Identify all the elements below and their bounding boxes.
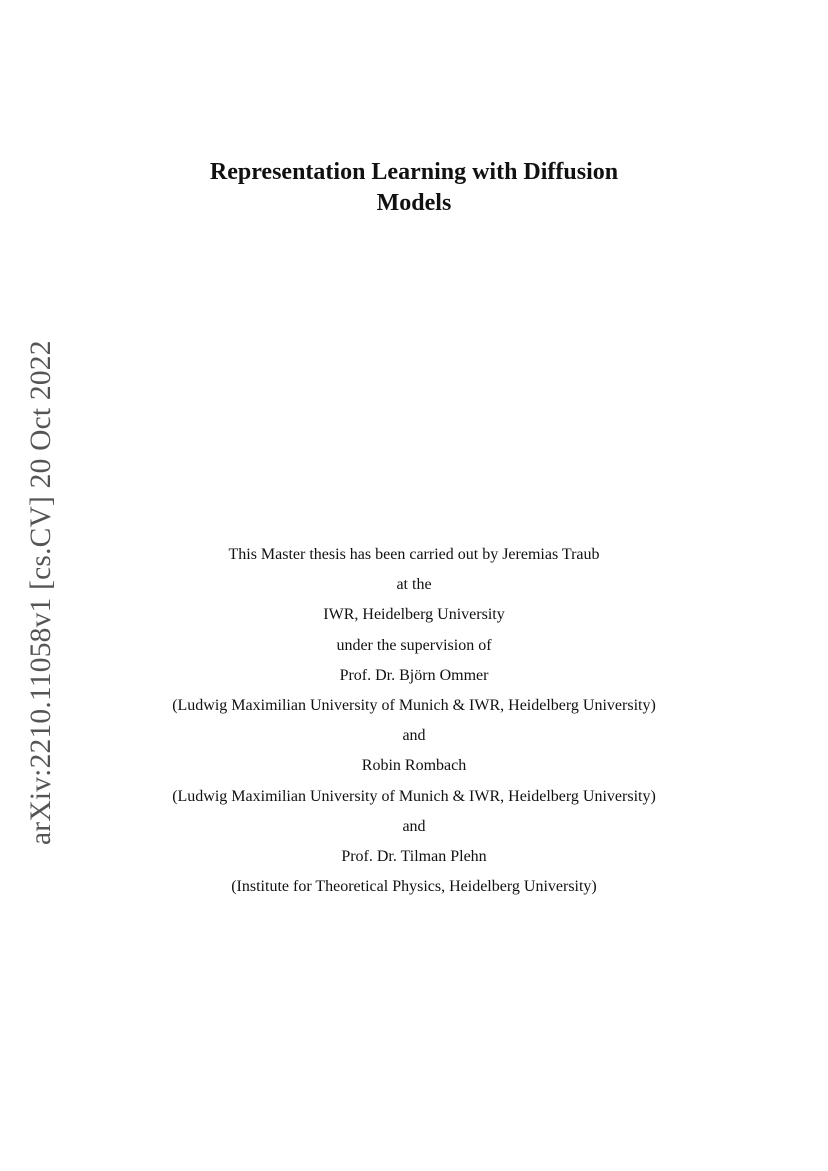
supervisor-3-name: Prof. Dr. Tilman Plehn	[341, 848, 487, 866]
supervisor-1-affiliation: (Ludwig Maximilian University of Munich & IWR, Heidelberg University)	[172, 697, 656, 715]
supervisor-2-affiliation: (Ludwig Maximilian University of Munich & IWR, Heidelberg University)	[172, 787, 656, 805]
statement-supervision-line: under the supervision of	[336, 636, 492, 654]
thesis-title-line-2: Models	[376, 190, 452, 216]
supervisor-2-name: Robin Rombach	[361, 757, 467, 775]
conjunction-and-1: and	[402, 727, 426, 745]
thesis-title-line-1: Representation Learning with Diffusion	[209, 159, 619, 185]
arxiv-identifier-stamp: arXiv:2210.11058v1 [cs.CV] 20 Oct 2022	[25, 340, 57, 845]
supervisor-1-name: Prof. Dr. Björn Ommer	[339, 666, 489, 684]
statement-institute-line: IWR, Heidelberg University	[323, 606, 505, 624]
statement-author-line: This Master thesis has been carried out by Jeremias Traub	[228, 546, 600, 563]
statement-at-line: at the	[396, 576, 432, 594]
supervisor-3-affiliation: (Institute for Theoretical Physics, Heidelberg University)	[231, 878, 597, 896]
conjunction-and-2: and	[402, 817, 426, 835]
thesis-title	[140, 157, 688, 219]
thesis-statement	[100, 540, 728, 902]
